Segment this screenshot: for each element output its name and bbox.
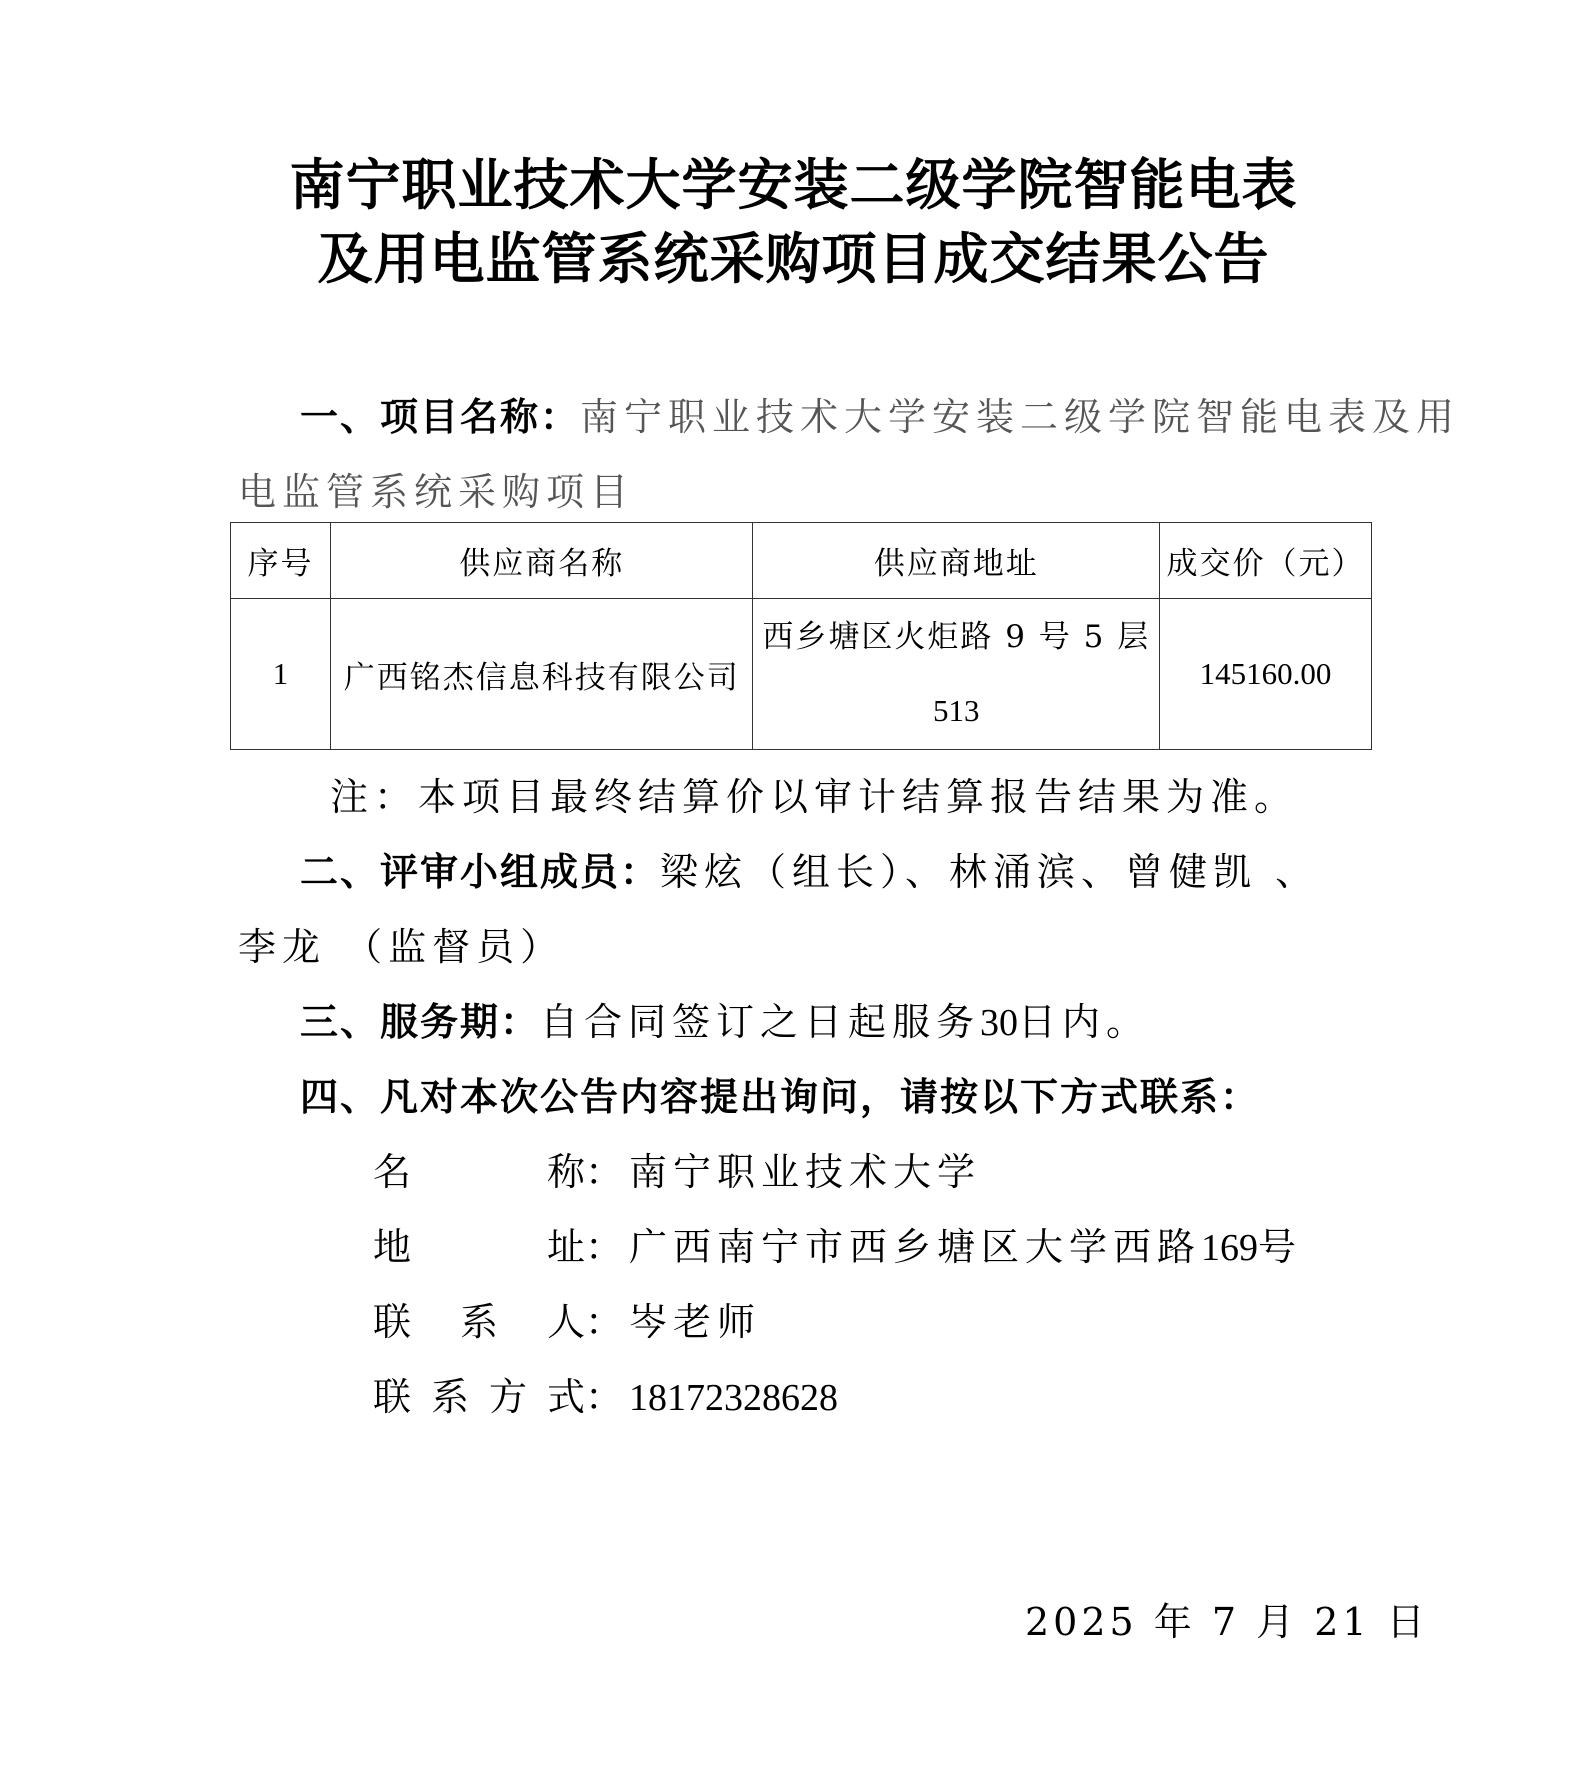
panel-members-part2: 李龙 （监督员）: [238, 925, 565, 969]
service-period-days: 30: [980, 1002, 1019, 1044]
contact-person-value: 岑老师: [629, 1300, 762, 1344]
header-supplier-name: 供应商名称: [330, 523, 753, 599]
announcement-date: 2025 年 7 月 21 日: [1025, 1600, 1429, 1644]
contact-colon: ：: [585, 1300, 630, 1344]
section1-line2: 电监管系统采购项目: [238, 470, 635, 514]
title-line-1: 南宁职业技术大学安装二级学院智能电表: [289, 152, 1298, 217]
contact-colon: ：: [585, 1150, 630, 1194]
service-period-pre: 自合同签订之日起服务: [540, 1000, 981, 1044]
address-line-1: 西乡塘区火炬路 9 号 5 层: [762, 619, 1151, 655]
section4-heading: 四、凡对本次公告内容提出询问，请按以下方式联系：: [300, 1074, 1261, 1119]
table-row: [231, 599, 1372, 750]
contact-name-value: 南宁职业技术大学: [629, 1150, 982, 1194]
contact-address-value-post: 号: [1258, 1225, 1303, 1269]
section1-line1: [300, 392, 1460, 442]
contact-name-row: [373, 1147, 981, 1197]
contact-name-label: 名称: [373, 1150, 585, 1194]
project-name-part1: 南宁职业技术大学安装二级学院智能电表及用: [580, 395, 1461, 439]
header-supplier-address: 供应商地址: [753, 523, 1160, 599]
section2-line1: [300, 847, 1319, 897]
result-table: [230, 522, 1372, 750]
document-title: [0, 148, 1587, 296]
contact-address-value-num: 169: [1201, 1227, 1259, 1269]
contact-colon: ：: [585, 1375, 630, 1419]
contact-person-row: [373, 1297, 761, 1347]
contact-address-row: [373, 1222, 1302, 1273]
contact-phone-label: 联系方式: [373, 1375, 585, 1419]
address-line-2: 513: [933, 693, 980, 728]
panel-members-part1: 梁炫（组长）、林涌滨、曾健凯 、: [660, 850, 1320, 894]
contact-colon: ：: [585, 1225, 630, 1269]
header-price: 成交价（元）: [1160, 523, 1372, 599]
section2-heading: 二、评审小组成员：: [300, 849, 661, 894]
table-header-row: [231, 523, 1372, 599]
contact-person-label: 联系人: [373, 1300, 585, 1344]
contact-address-label: 地址: [373, 1225, 585, 1269]
contact-phone-row: [373, 1372, 838, 1423]
header-index: 序号: [231, 523, 331, 599]
section3-heading: 三、服务期：: [300, 999, 541, 1044]
cell-supplier-address: [753, 599, 1160, 750]
cell-index: 1: [231, 599, 331, 750]
title-line-2: 及用电监管系统采购项目成交结果公告: [317, 226, 1270, 291]
cell-supplier-name: 广西铭杰信息科技有限公司: [330, 599, 753, 750]
service-period-post: 日内。: [1018, 1000, 1151, 1044]
section3-line: [300, 997, 1150, 1048]
contact-address-value-pre: 广西南宁市西乡塘区大学西路: [629, 1225, 1202, 1269]
note: 注：本项目最终结算价以审计结算报告结果为准。: [330, 775, 1299, 819]
contact-phone-value: 18172328628: [629, 1377, 839, 1419]
cell-price: 145160.00: [1160, 599, 1372, 750]
section1-heading: 一、项目名称：: [300, 394, 581, 439]
